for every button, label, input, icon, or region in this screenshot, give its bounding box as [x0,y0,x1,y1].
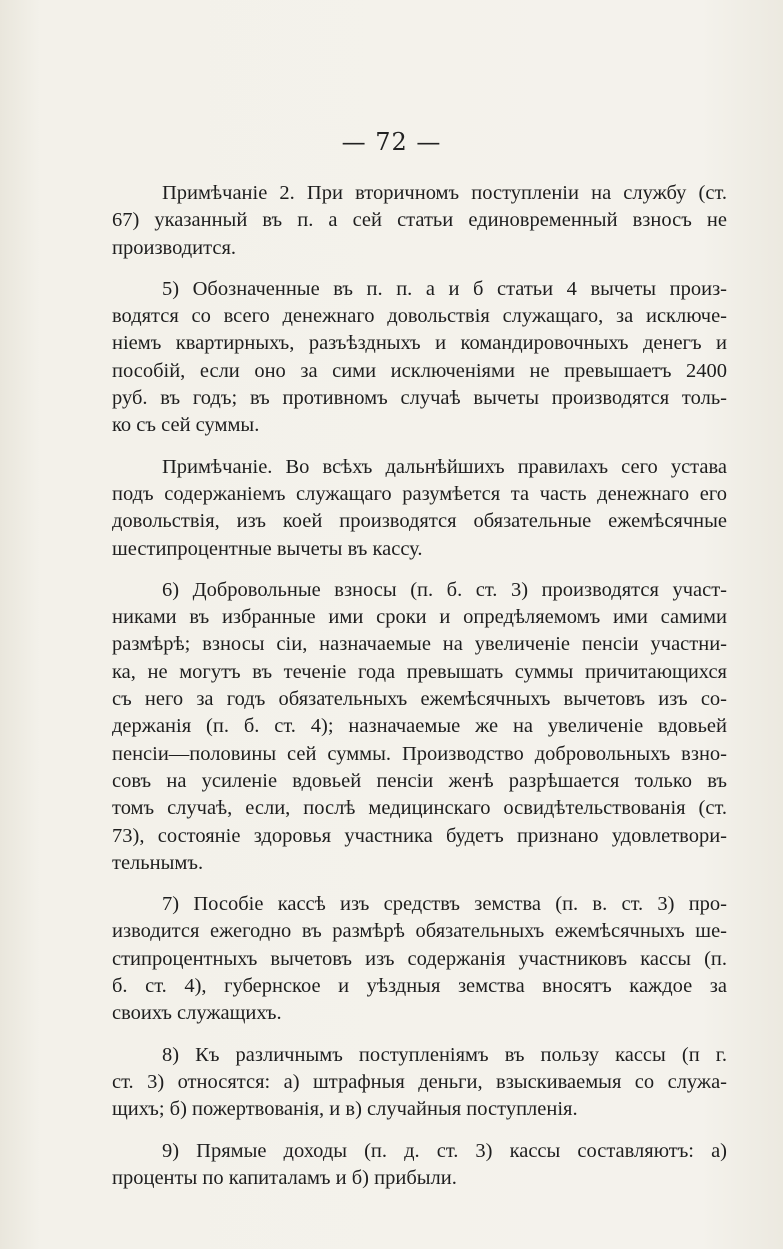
text-line: никами въ избранные ими сроки и опредѣляемомъ ими самими [112,606,727,629]
text-line: томъ случаѣ, если, послѣ медицинскаго освидѣтельствованія (ст. [112,797,727,820]
text-line: 5) Обозначенные въ п. п. а и б статьи 4 вычеты произ- [162,277,727,300]
document-body [112,180,727,1206]
text-line: ка, не могутъ въ теченіе года превышать суммы причитающихся [112,660,727,683]
paragraph-9 [112,1138,727,1193]
text-line: ніемъ квартирныхъ, разъѣздныхъ и командировочныхъ денегъ и [112,332,727,355]
text-line: ко съ сей суммы. [112,414,260,437]
text-line: съ него за годъ обязательныхъ ежемѣсячныхъ вычетовъ изъ со- [112,688,727,711]
text-line: водятся со всего денежнаго довольствія служащаго, за исключе- [112,305,727,328]
paragraph-note [112,454,727,563]
text-line: 6) Добровольные взносы (п. б. ст. 3) производятся участ- [162,578,727,601]
text-line: производится. [112,236,237,259]
text-line: руб. въ годъ; въ противномъ случаѣ вычеты производятся толь- [112,387,727,410]
text-line: 7) Пособіе кассѣ изъ средствъ земства (п. в. ст. 3) про- [162,893,727,916]
text-line: изводится ежегодно въ размѣрѣ обязательныхъ ежемѣсячныхъ ше- [112,920,727,943]
text-line: шестипроцентные вычеты въ кассу. [112,537,423,560]
text-line: проценты по капиталамъ и б) прибыли. [112,1166,457,1189]
text-line: довольствія, изъ коей производятся обязательные ежемѣсячные [112,510,727,533]
text-line: 67) указанный въ п. а сей статьи единовременный взносъ не [112,209,727,232]
text-line: пособій, если оно за сими исключеніями не превышаетъ 2400 [112,359,727,382]
paragraph-8 [112,1042,727,1124]
paragraph-6 [112,577,727,877]
text-line: 9) Прямые доходы (п. д. ст. 3) кассы составляютъ: а) [162,1139,727,1162]
text-line: пенсіи—половины сей суммы. Производство добровольныхъ взно- [112,742,727,765]
text-line: совъ на усиленіе вдовьей пенсіи женѣ разрѣшается только въ [112,769,727,792]
text-line: размѣрѣ; взносы сіи, назначаемые на увеличеніе пенсіи участни- [112,633,727,656]
paragraph-note-2 [112,180,727,262]
paragraph-7 [112,891,727,1027]
text-line: стипроцентныхъ вычетовъ изъ содержанія участниковъ кассы (п. [112,947,727,970]
text-line: подъ содержаніемъ служащаго разумѣется та часть денежнаго его [112,482,727,505]
text-line: 73), состояніе здоровья участника будетъ признано удовлетвори- [112,824,727,847]
text-line: б. ст. 4), губернское и уѣздныя земства вносятъ каждое за [112,975,727,998]
text-line: щихъ; б) пожертвованія, и в) случайныя поступленія. [112,1098,578,1121]
text-line: своихъ служащихъ. [112,1002,282,1025]
text-line: Примѣчаніе 2. При вторичномъ поступленіи на службу (ст. [162,182,727,204]
page-number: — 72 — [341,128,442,156]
paragraph-5 [112,276,727,440]
text-line: ст. 3) относятся: а) штрафныя деньги, взыскиваемыя со служа- [112,1070,727,1093]
text-line: Примѣчаніе. Во всѣхъ дальнѣйшихъ правилахъ сего устава [162,455,727,478]
text-line: тельнымъ. [112,851,204,874]
text-line: 8) Къ различнымъ поступленіямъ въ пользу кассы (п г. [162,1043,727,1066]
text-line: держанія (п. б. ст. 4); назначаемые же на увеличеніе вдовьей [112,715,727,738]
